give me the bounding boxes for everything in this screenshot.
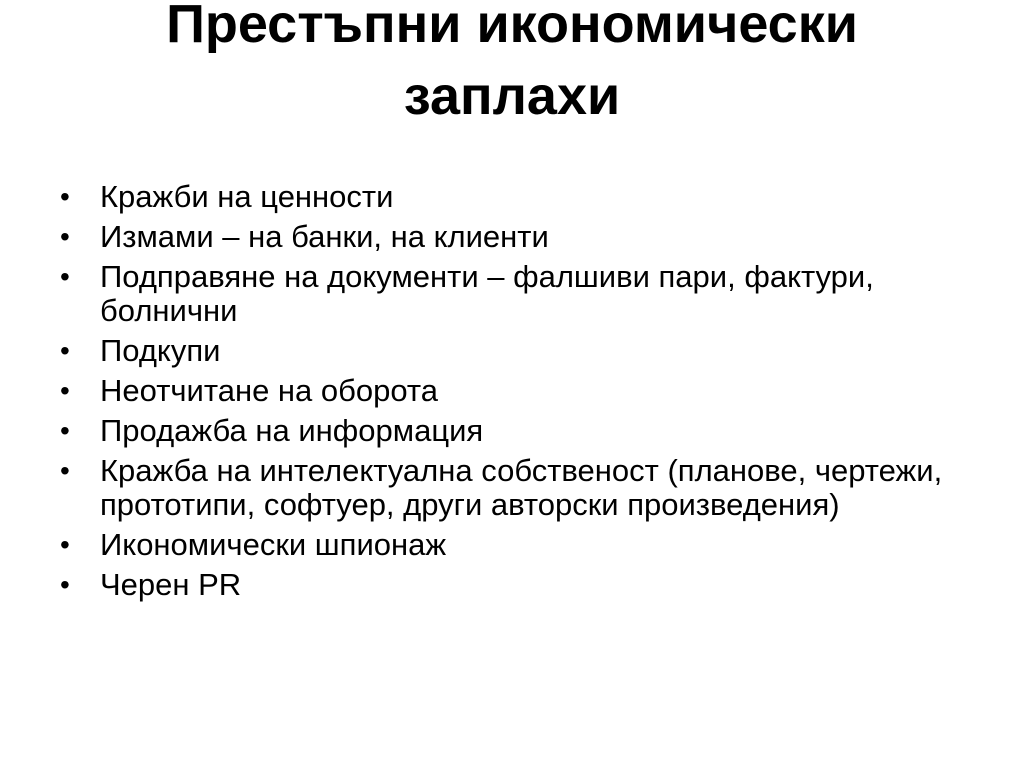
bullet-item <box>60 454 980 522</box>
slide-title <box>0 0 1024 132</box>
bullet-icon: • <box>60 375 70 406</box>
bullet-item <box>60 374 980 408</box>
bullet-item <box>60 414 980 448</box>
bullet-icon: • <box>60 415 70 446</box>
bullet-item <box>60 528 980 562</box>
bullet-text: Продажба на информация <box>100 413 484 448</box>
bullet-icon: • <box>60 529 70 560</box>
bullet-text: Неотчитане на оборота <box>100 373 439 408</box>
bullet-item <box>60 220 980 254</box>
bullet-item <box>60 568 980 602</box>
bullet-text: Черен PR <box>100 567 242 602</box>
bullet-icon: • <box>60 455 70 486</box>
bullet-item <box>60 180 980 214</box>
bullet-icon: • <box>60 181 70 212</box>
slide-title-line-1: Престъпни икономически <box>166 0 858 54</box>
bullet-icon: • <box>60 221 70 252</box>
bullet-text: Подправяне на документи – фалшиви пари, фактури, болнични <box>100 259 874 328</box>
bullet-text: Подкупи <box>100 333 221 368</box>
bullet-icon: • <box>60 569 70 600</box>
bullet-text: Измами – на банки, на клиенти <box>100 219 549 254</box>
bullet-icon: • <box>60 335 70 366</box>
bullet-list <box>60 180 980 608</box>
bullet-item <box>60 334 980 368</box>
bullet-item <box>60 260 980 328</box>
bullet-text: Кражби на ценности <box>100 179 394 214</box>
slide-title-line-2: заплахи <box>403 66 621 126</box>
bullet-text: Кражба на интелектуална собственост (планове, чертежи, прототипи, софтуер, други авторски произведения) <box>100 453 943 522</box>
bullet-text: Икономически шпионаж <box>100 527 447 562</box>
bullet-icon: • <box>60 261 70 292</box>
